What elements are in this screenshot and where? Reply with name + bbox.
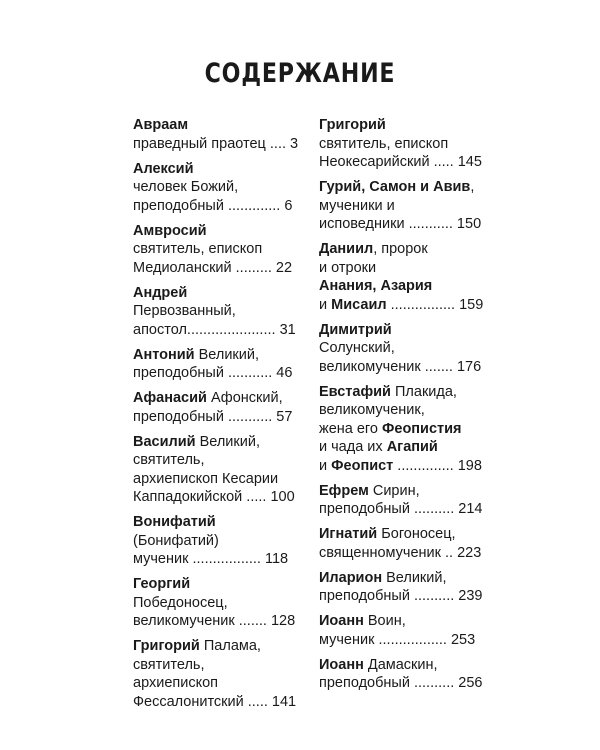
toc-entry (319, 482, 499, 519)
entry-text: жена его (319, 420, 382, 437)
entry-text: Великий, (194, 346, 260, 363)
entry-text: и (319, 296, 332, 313)
saint-name: Авраам (133, 117, 189, 133)
toc-entry (133, 284, 313, 340)
toc-entry-line (319, 277, 499, 296)
saint-name: Афанасий (133, 390, 207, 406)
saint-name: Василий (133, 433, 196, 450)
toc-entry-line (133, 470, 313, 489)
toc-entry-line (133, 513, 313, 532)
toc-entry (319, 116, 499, 172)
entry-text: преподобный ........... 57 (133, 408, 293, 425)
toc-entry-line (319, 296, 499, 315)
toc-entry-line (319, 240, 499, 259)
entry-text: великомученик ....... 128 (133, 613, 296, 629)
toc-entry-line (319, 457, 499, 476)
entry-text: святитель, епископ (319, 135, 449, 152)
entry-text: Дамаскин, (363, 656, 438, 673)
page-title: СОДЕРЖАНИЕ (204, 58, 396, 89)
toc-entry-line (319, 197, 499, 216)
entry-text: ................ 159 (386, 296, 484, 313)
saint-name: Андрей (133, 284, 188, 301)
entry-text: Великий, (195, 433, 260, 450)
toc-entry-line (133, 240, 313, 259)
entry-text: , пророк (373, 241, 428, 257)
toc-entry-line (133, 197, 313, 216)
entry-text: преподобный .......... 214 (319, 501, 483, 517)
toc-entry (133, 160, 313, 216)
toc-entry-line (133, 160, 313, 179)
saint-name: Вонифатий (133, 514, 216, 530)
toc-entry-line (319, 383, 499, 402)
entry-text: святитель, епископ (133, 241, 263, 257)
entry-text: и отроки (319, 259, 377, 276)
saint-name: Иоанн (319, 613, 364, 629)
entry-text: великомученик, (319, 402, 425, 418)
saint-name: Григорий (319, 117, 386, 133)
toc-entry-line (319, 153, 499, 172)
toc-entry-line (319, 525, 499, 544)
toc-entry-line (133, 550, 313, 569)
toc-entry-line (319, 116, 499, 135)
toc-entry-line (133, 116, 313, 135)
entry-text: Первозванный, (133, 303, 236, 319)
toc-entry-line (319, 674, 499, 693)
saint-name: Гурий, Самон и Авив (319, 179, 471, 195)
toc-entry (319, 569, 499, 606)
entry-text: святитель, (133, 452, 205, 468)
toc-entry-line (319, 420, 499, 439)
entry-text: Богоносец, (377, 526, 456, 542)
toc-entry-line (319, 569, 499, 588)
toc-entry-line (133, 346, 313, 365)
toc-entry-line (319, 321, 499, 340)
toc-entry-line (133, 693, 313, 712)
toc-entry-line (133, 656, 313, 675)
entry-text: Плакида, (390, 383, 457, 400)
entry-text: Палама, (199, 638, 261, 654)
toc-entry (319, 612, 499, 649)
saint-name: Георгий (133, 576, 191, 592)
toc-entry-line (319, 656, 499, 675)
saint-name: Антоний (133, 346, 195, 363)
entry-text: и (319, 457, 332, 474)
saint-name: Агапий (386, 439, 438, 455)
toc-entry-line (319, 612, 499, 631)
toc-entry-line (133, 389, 313, 408)
toc-entry (319, 656, 499, 693)
entry-text: преподобный .......... 256 (319, 675, 483, 691)
toc-entry-line (133, 222, 313, 241)
toc-entry-line (133, 284, 313, 303)
toc-entry (133, 346, 313, 383)
entry-text: , (470, 179, 475, 195)
entry-text: Победоносец, (133, 594, 228, 611)
saint-name: Евстафий (319, 383, 391, 400)
entry-text: мученики и (319, 197, 395, 214)
toc-entry-line (133, 612, 313, 631)
toc-entry-line (319, 500, 499, 519)
toc-entry-line (133, 408, 313, 427)
entry-text: Воин, (363, 613, 406, 629)
saint-name: Даниил (319, 241, 374, 257)
toc-entry-line (133, 451, 313, 470)
saint-name: Димитрий (319, 321, 392, 338)
entry-text: Фессалонитский ..... 141 (133, 693, 297, 710)
toc-entry (133, 222, 313, 278)
saint-name: Иоанн (319, 656, 364, 673)
toc-entry-line (319, 587, 499, 606)
toc-entry-line (133, 674, 313, 693)
saint-name: Феопист (331, 457, 394, 474)
toc-entry-line (319, 215, 499, 234)
toc-entry (319, 178, 499, 234)
saint-name: Мисаил (331, 296, 387, 313)
toc-entry-line (133, 488, 313, 507)
entry-text: мученик ................. 118 (133, 551, 289, 567)
entry-text: преподобный ............. 6 (133, 197, 293, 214)
toc-entry (319, 240, 499, 314)
toc-entry-line (319, 631, 499, 650)
toc-entry-line (319, 339, 499, 358)
toc-entry-line (133, 433, 313, 452)
saint-name: Игнатий (319, 526, 378, 542)
entry-text: Великий, (382, 569, 447, 586)
entry-text: преподобный .......... 239 (319, 588, 483, 604)
entry-text: великомученик ....... 176 (319, 358, 482, 375)
entry-text: архиепископ (133, 675, 219, 691)
toc-entry-line (133, 302, 313, 321)
toc-column-right (319, 116, 499, 699)
toc-entry-line (319, 259, 499, 278)
entry-text: и чада их (319, 439, 387, 455)
entry-text: преподобный ........... 46 (133, 365, 293, 381)
entry-text: человек Божий, (133, 179, 239, 195)
toc-entry (319, 525, 499, 562)
entry-text: мученик ................. 253 (319, 631, 476, 648)
toc-entry-line (319, 438, 499, 457)
entry-text: Неокесарийский ..... 145 (319, 154, 482, 170)
saint-name: Ефрем (319, 482, 369, 499)
saint-name: Анания, Азария (319, 278, 433, 294)
entry-text: Сирин, (368, 482, 420, 499)
toc-entry (319, 321, 499, 377)
entry-text: Афонский, (206, 390, 283, 406)
entry-text: .............. 198 (393, 457, 482, 474)
toc-entry (133, 637, 313, 711)
saint-name: Иларион (319, 569, 383, 586)
saint-name: Амвросий (133, 222, 207, 239)
toc-entry-line (133, 532, 313, 551)
entry-text: Солунский, (319, 340, 395, 356)
saint-name: Григорий (133, 638, 200, 654)
toc-entry-line (133, 594, 313, 613)
toc-entry-line (319, 544, 499, 563)
toc-entry-line (133, 637, 313, 656)
toc-entry-line (133, 321, 313, 340)
entry-text: праведный праотец .... 3 (133, 135, 299, 152)
entry-text: апостол...................... 31 (133, 321, 296, 338)
entry-text: Медиоланский ......... 22 (133, 259, 293, 276)
toc-entry-line (319, 135, 499, 154)
entry-text: Каппадокийской ..... 100 (133, 489, 295, 505)
toc-entry (319, 383, 499, 476)
toc-entry-line (133, 259, 313, 278)
entry-text: святитель, (133, 656, 205, 673)
toc-entry (133, 513, 313, 569)
toc-entry-line (133, 178, 313, 197)
toc-entry (133, 116, 313, 153)
toc-entry (133, 389, 313, 426)
toc-entry (133, 575, 313, 631)
toc-entry-line (133, 135, 313, 154)
toc-entry-line (319, 358, 499, 377)
entry-text: исповедники ........... 150 (319, 216, 482, 232)
entry-text: архиепископ Кесарии (133, 470, 279, 487)
toc-entry-line (319, 482, 499, 501)
toc-entry-line (319, 401, 499, 420)
entry-text: священномученик .. 223 (319, 544, 482, 561)
toc-entry (133, 433, 313, 507)
saint-name: Алексий (133, 160, 194, 177)
toc-entry-line (133, 575, 313, 594)
toc-column-left (133, 116, 313, 718)
saint-name: Феопистия (382, 420, 462, 437)
entry-text: (Бонифатий) (133, 532, 219, 549)
toc-entry-line (319, 178, 499, 197)
toc-entry-line (133, 364, 313, 383)
